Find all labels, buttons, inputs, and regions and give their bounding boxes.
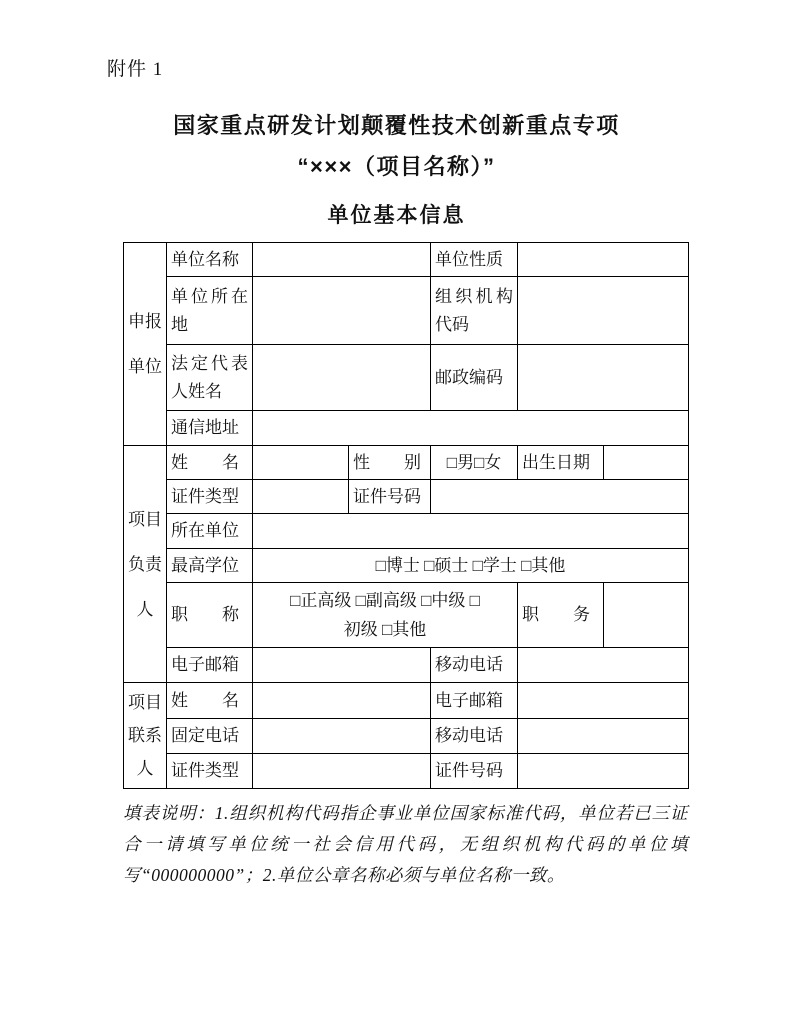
postal-code-label: 邮政编码 [431, 345, 518, 411]
table-row [124, 480, 689, 514]
highest-degree-label: 最高学位 [167, 549, 253, 583]
table-row [124, 514, 689, 549]
table-row [124, 583, 689, 648]
table-row [124, 411, 689, 446]
contact-id-type-label: 证件类型 [167, 754, 253, 789]
leader-mobile-label: 移动电话 [431, 648, 518, 683]
unit-location-label: 单位所在地 [167, 277, 253, 345]
doc-title-line2: “×××（项目名称）” [297, 154, 496, 179]
unit-name-label: 单位名称 [167, 243, 253, 277]
gender-label: 性 别 [349, 446, 431, 480]
position-field[interactable] [604, 583, 689, 648]
unit-nature-field[interactable] [518, 243, 689, 277]
degree-checkboxes[interactable]: □博士 □硕士 □学士 □其他 [253, 549, 689, 583]
unit-info-table [123, 242, 689, 789]
form-title: 单位基本信息 [327, 204, 466, 227]
org-code-label: 组织机构代码 [431, 277, 518, 345]
table-row [124, 648, 689, 683]
landline-label: 固定电话 [167, 719, 253, 754]
birth-date-label: 出生日期 [518, 446, 604, 480]
section-leader-line3: 人 [136, 599, 154, 619]
unit-name-field[interactable] [253, 243, 431, 277]
contact-id-number-field[interactable] [518, 754, 689, 789]
contact-email-label: 电子邮箱 [431, 683, 518, 719]
work-unit-field[interactable] [253, 514, 689, 549]
attachment-label: 附件 1 [107, 59, 164, 80]
section-project-contact [124, 683, 167, 789]
table-row [124, 754, 689, 789]
table-row [124, 549, 689, 583]
section-applicant-line2: 单位 [128, 357, 162, 376]
title-checkboxes[interactable] [253, 583, 518, 648]
title-checkboxes-line1[interactable]: □正高级 □副高级 □中级 □ [290, 591, 480, 610]
table-row [124, 719, 689, 754]
section-contact-line2: 联系 [128, 726, 162, 745]
unit-nature-label: 单位性质 [431, 243, 518, 277]
leader-name-label: 姓 名 [167, 446, 253, 480]
prof-title-label: 职 称 [167, 583, 253, 648]
birth-date-field[interactable] [604, 446, 689, 480]
section-project-leader [124, 446, 167, 683]
section-leader-line2: 负责 [128, 554, 162, 574]
leader-id-number-label: 证件号码 [349, 480, 431, 514]
postal-code-field[interactable] [518, 345, 689, 411]
doc-title-line1: 国家重点研发计划颠覆性技术创新重点专项 [173, 113, 620, 138]
contact-mobile-field[interactable] [518, 719, 689, 754]
table-row [124, 345, 689, 411]
leader-email-field[interactable] [253, 648, 431, 683]
legal-rep-field[interactable] [253, 345, 431, 411]
gender-checkboxes[interactable]: □男□女 [431, 446, 518, 480]
work-unit-label: 所在单位 [167, 514, 253, 549]
leader-email-label: 电子邮箱 [167, 648, 253, 683]
section-contact-line3: 人 [136, 759, 154, 778]
leader-id-number-field[interactable] [431, 480, 689, 514]
section-leader-line1: 项目 [128, 509, 162, 529]
section-applicant [124, 243, 167, 446]
contact-id-type-field[interactable] [253, 754, 431, 789]
mailing-address-field[interactable] [253, 411, 689, 446]
form-notes: 填表说明：1.组织机构代码指企事业单位国家标准代码，单位若已三证合一请填写单位统一社会信用代码，无组织机构代码的单位填写“000000000”；2.单位公章名称必须与单位名称一致。 [123, 803, 688, 885]
contact-name-label: 姓 名 [167, 683, 253, 719]
leader-name-field[interactable] [253, 446, 349, 480]
mailing-address-label: 通信地址 [167, 411, 253, 446]
table-row [124, 446, 689, 480]
unit-location-field[interactable] [253, 277, 431, 345]
contact-name-field[interactable] [253, 683, 431, 719]
leader-id-type-label: 证件类型 [167, 480, 253, 514]
section-contact-line1: 项目 [128, 693, 162, 712]
landline-field[interactable] [253, 719, 431, 754]
position-label: 职 务 [518, 583, 604, 648]
contact-mobile-label: 移动电话 [431, 719, 518, 754]
org-code-field[interactable] [518, 277, 689, 345]
section-applicant-line1: 申报 [128, 312, 162, 331]
leader-id-type-field[interactable] [253, 480, 349, 514]
table-row [124, 683, 689, 719]
leader-mobile-field[interactable] [518, 648, 689, 683]
table-row [124, 277, 689, 345]
title-checkboxes-line2[interactable]: 初级 □其他 [343, 620, 427, 639]
contact-email-field[interactable] [518, 683, 689, 719]
document-page [0, 58, 793, 1010]
legal-rep-label: 法定代表人姓名 [167, 345, 253, 411]
table-row [124, 243, 689, 277]
contact-id-number-label: 证件号码 [431, 754, 518, 789]
